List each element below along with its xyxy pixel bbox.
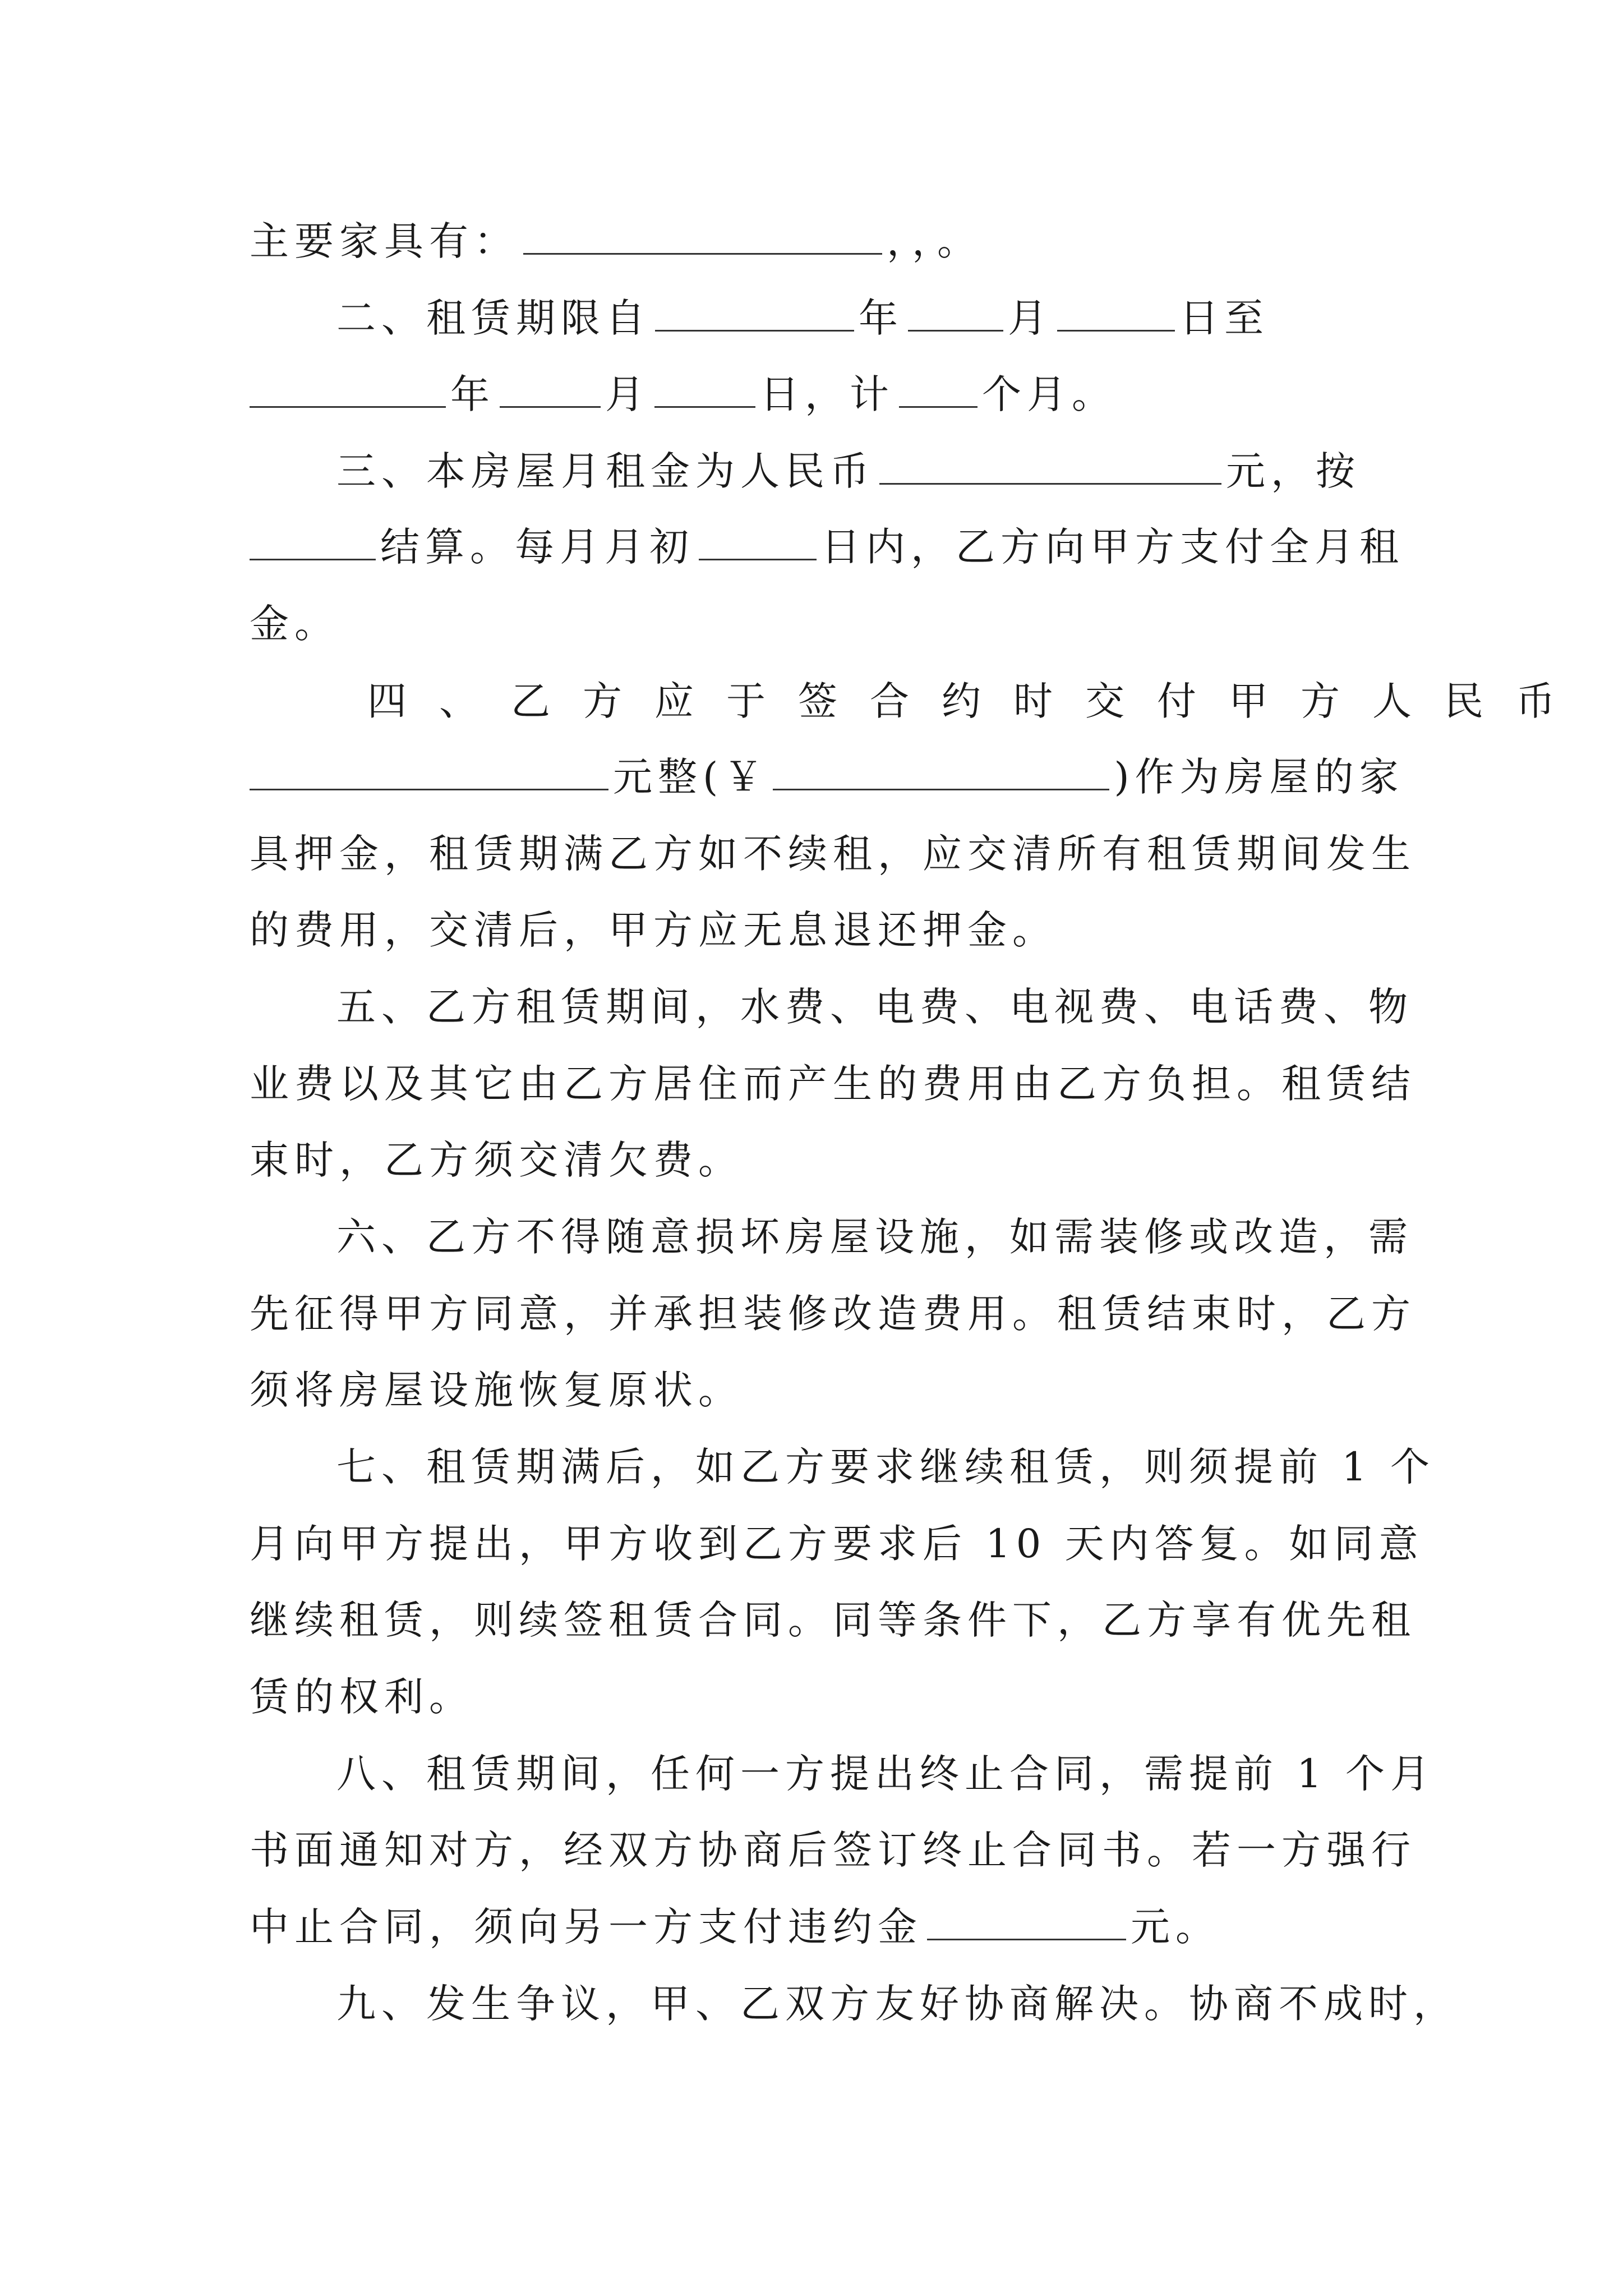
renew-line-3: [250, 1589, 1416, 1651]
deposit-text-2: 具押金，租赁期满乙方如不续租，应交清所有租赁期间发生: [250, 831, 1416, 877]
end-day-blank: [654, 372, 755, 408]
renew-text-3: 继续租赁，则续签租赁合同。同等条件下，乙方享有优先租: [250, 1597, 1416, 1643]
deposit-text-3: 的费用，交清后，甲方应无息退还押金。: [250, 907, 1057, 953]
rent-amount-blank: [879, 449, 1221, 485]
renew-text-1: 七、租赁期满后，如乙方要求继续租赁，则须提前 1 个: [336, 1444, 1436, 1490]
repair-line-2: [250, 1283, 1416, 1345]
settlement-text: 结算。每月月初: [380, 524, 694, 570]
rent-unit: 元，按: [1226, 448, 1361, 494]
renew-line-1: [336, 1436, 1436, 1498]
renew-line-2: [250, 1513, 1424, 1575]
day-count-label: 日，计: [760, 371, 895, 417]
deposit-figure-blank: [773, 755, 1109, 790]
deposit-line-3: [250, 823, 1416, 885]
penalty-blank: [927, 1905, 1126, 1940]
deposit-line-1: [367, 670, 1588, 732]
terminate-line-1: [336, 1743, 1436, 1805]
settlement-blank: [250, 525, 376, 560]
deposit-purpose: )作为房屋的家: [1114, 754, 1404, 800]
renew-line-4: [250, 1666, 1388, 1728]
fees-text-1: 五、乙方租赁期间，水费、电费、电视费、电话费、物: [336, 984, 1413, 1030]
fees-line-1: [336, 976, 1413, 1038]
month-label: 月: [1008, 295, 1053, 341]
term-text: 二、租赁期限自: [336, 295, 651, 341]
end-month-blank: [500, 372, 601, 408]
months-blank: [899, 372, 978, 408]
term-line-2: [250, 364, 1388, 425]
repair-text-2: 先征得甲方同意，并承担装修改造费用。租赁结束时，乙方: [250, 1291, 1416, 1337]
year-label: 年: [859, 295, 903, 341]
fees-text-2: 业费以及其它由乙方居住而产生的费用由乙方负担。租赁结: [250, 1061, 1416, 1107]
rent-text: 三、本房屋月租金为人民币: [336, 448, 875, 494]
dispute-line-1: [336, 1973, 1458, 2035]
repair-text-3: 须将房屋设施恢复原状。: [250, 1367, 743, 1413]
start-day-blank: [1057, 296, 1175, 332]
payment-day-blank: [699, 525, 817, 560]
renew-text-4: 赁的权利。: [250, 1674, 474, 1720]
repair-line-3: [250, 1359, 1388, 1421]
month-label: 月: [605, 371, 650, 417]
terminate-line-3: [250, 1896, 1388, 1958]
start-year-blank: [655, 296, 854, 332]
deposit-amount-blank: [250, 755, 608, 790]
deposit-text: 四、乙方应于签合约时交付甲方人民币: [367, 678, 1588, 724]
months-label: 个月。: [982, 371, 1117, 417]
dispute-text-1: 九、发生争议，甲、乙双方友好协商解决。协商不成时，: [336, 1981, 1458, 2027]
year-label: 年: [450, 371, 495, 417]
deposit-line-2: [250, 746, 1404, 808]
penalty-unit: 元。: [1131, 1904, 1220, 1950]
furniture-blank: [523, 219, 882, 255]
furniture-label: 主要家具有：: [250, 218, 519, 264]
furniture-line: [250, 210, 1388, 272]
deposit-unit: 元整(￥: [613, 754, 769, 800]
payment-text: 日内，乙方向甲方支付全月租: [821, 524, 1404, 570]
terminate-text-1: 八、租赁期间，任何一方提出终止合同，需提前 1 个月: [336, 1751, 1436, 1797]
repair-line-1: [336, 1206, 1413, 1268]
end-year-blank: [250, 372, 446, 408]
fees-line-2: [250, 1053, 1416, 1115]
furniture-tail: ，，。: [887, 218, 982, 264]
deposit-line-4: [250, 899, 1388, 961]
term-line-1: [336, 287, 1388, 349]
terminate-text-2: 书面通知对方，经双方协商后签订终止合同书。若一方强行: [250, 1827, 1416, 1873]
start-month-blank: [908, 296, 1003, 332]
fees-line-3: [250, 1129, 1388, 1191]
fees-text-3: 束时，乙方须交清欠费。: [250, 1137, 743, 1183]
terminate-text-3: 中止合同，须向另一方支付违约金: [250, 1904, 923, 1950]
renew-text-2: 月向甲方提出，甲方收到乙方要求后 10 天内答复。如同意: [250, 1521, 1424, 1567]
day-to-label: 日至: [1179, 295, 1269, 341]
rent-line-2: [250, 516, 1404, 578]
rent-line-3: [250, 593, 1388, 655]
rent-tail: 金。: [250, 601, 339, 647]
repair-text-1: 六、乙方不得随意损坏房屋设施，如需装修或改造，需: [336, 1214, 1413, 1260]
rent-line-1: [336, 440, 1388, 502]
terminate-line-2: [250, 1819, 1416, 1881]
